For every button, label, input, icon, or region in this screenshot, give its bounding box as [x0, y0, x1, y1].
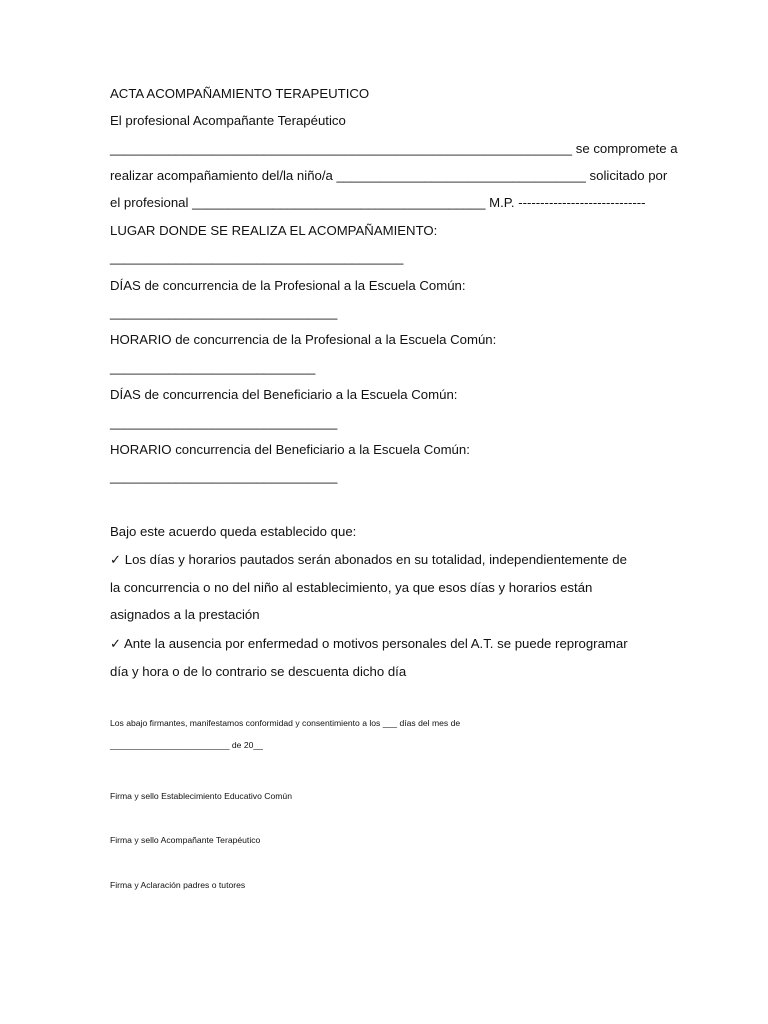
consent-line-2: _________________________ de 20__: [110, 740, 263, 750]
professional-days-blank: _______________________________: [110, 305, 338, 320]
clause-1-line-2: la concurrencia o no del niño al establecimiento, ya que esos días y horarios están: [110, 580, 593, 595]
beneficiary-days-blank: _______________________________: [110, 415, 338, 430]
signature-parents: Firma y Aclaración padres o tutores: [110, 880, 246, 890]
check-icon: ✓: [110, 637, 122, 652]
agreement-intro: Bajo este acuerdo queda establecido que:: [110, 524, 357, 539]
clause-2-line-1: [110, 636, 628, 653]
clause-2-line-2: día y hora o de lo contrario se descuenta dicho día: [110, 664, 407, 679]
intro-line: El profesional Acompañante Terapéutico: [110, 113, 346, 128]
beneficiary-days-label: DÍAS de concurrencia del Beneficiario a la Escuela Común:: [110, 387, 458, 402]
professional-hours-label: HORARIO de concurrencia de la Profesional a la Escuela Común:: [110, 332, 497, 347]
professional-days-label: DÍAS de concurrencia de la Profesional a la Escuela Común:: [110, 278, 466, 293]
beneficiary-hours-label: HORARIO concurrencia del Beneficiario a la Escuela Común:: [110, 442, 470, 457]
signature-therapeutic-companion: Firma y sello Acompañante Terapéutico: [110, 835, 261, 845]
place-label: LUGAR DONDE SE REALIZA EL ACOMPAÑAMIENTO:: [110, 223, 438, 238]
clause-1-line-3: asignados a la prestación: [110, 607, 260, 622]
place-blank: ________________________________________: [110, 250, 404, 265]
child-line: realizar acompañamiento del/la niño/a __________________________________ solicitado por: [110, 168, 668, 183]
check-icon: ✓: [110, 553, 122, 568]
beneficiary-hours-blank: _______________________________: [110, 469, 338, 484]
clause-1-line-1: [110, 552, 627, 569]
commitment-line: _______________________________________________________________ se compromete a: [110, 141, 678, 156]
professional-hours-blank: ____________________________: [110, 360, 316, 375]
consent-line-1: Los abajo firmantes, manifestamos conformidad y consentimiento a los ___ días del mes de: [110, 718, 461, 728]
clause-1-text: Los días y horarios pautados serán abonados en su totalidad, independientemente de: [124, 552, 627, 567]
professional-line: el profesional ________________________________________ M.P. -----------------------------: [110, 195, 646, 210]
clause-2-text: Ante la ausencia por enfermedad o motivos personales del A.T. se puede reprogramar: [124, 636, 628, 651]
signature-school: Firma y sello Establecimiento Educativo Común: [110, 791, 292, 801]
document-title: ACTA ACOMPAÑAMIENTO TERAPEUTICO: [110, 86, 370, 101]
